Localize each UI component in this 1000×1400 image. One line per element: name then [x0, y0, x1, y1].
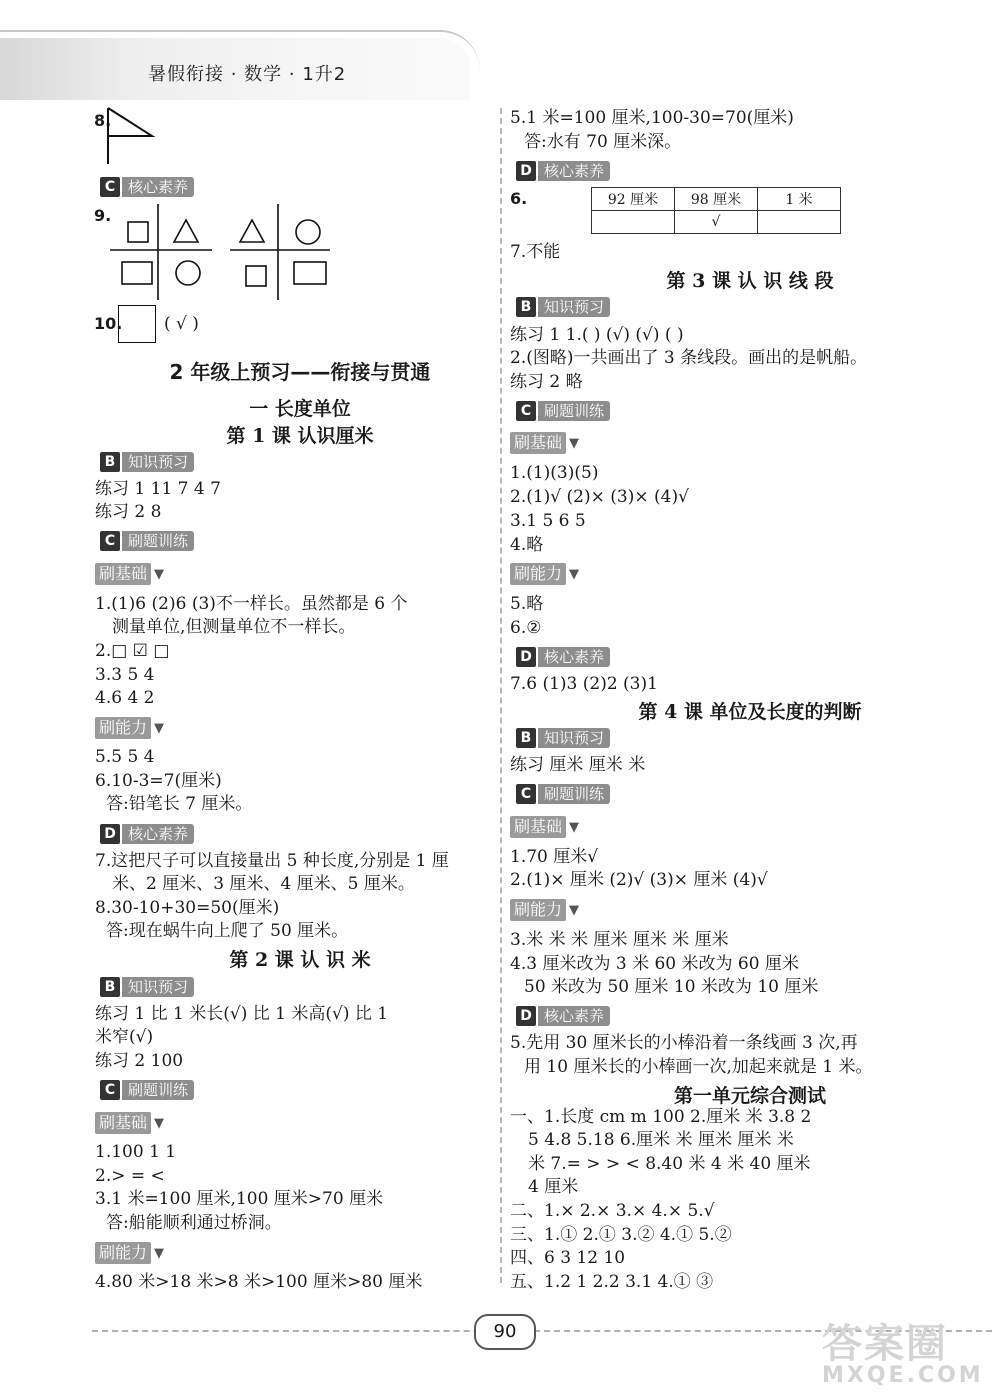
- shape-grid-figure: [108, 202, 332, 302]
- l1-core-7a: 7.这把尺子可以直接量出 5 种长度,分别是 1 厘: [95, 851, 449, 871]
- l1-core-7b: 米、2 厘米、3 厘米、4 厘米、5 厘米。: [112, 874, 415, 894]
- l1-basic-4: 4.6 4 2: [95, 688, 155, 708]
- l1-basic-1a: 1.(1)6 (2)6 (3)不一样长。虽然都是 6 个: [95, 594, 408, 614]
- q6-table: [591, 187, 841, 234]
- drill-ability-label-2: 刷能力 ▼: [95, 1242, 164, 1264]
- q6-mark-cell: [592, 211, 675, 234]
- l1-ability-6a: 6.10-3=7(厘米): [95, 771, 222, 791]
- l1-ability-5: 5.5 5 4: [95, 747, 155, 767]
- badge-core-literacy-d-r1: D 核心素养: [516, 160, 610, 182]
- l1-core-8b: 答:现在蜗牛向上爬了 50 厘米。: [106, 921, 349, 941]
- drill-basic-label: 刷基础 ▼: [95, 563, 164, 585]
- test-part-1c: 米 7.= > > < 8.40 米 4 米 40 厘米: [528, 1154, 811, 1174]
- drill-basic-label-r1: 刷基础 ▼: [510, 432, 579, 454]
- test-part-1b: 5 4.8 5.18 6.厘米 米 厘米 厘米 米: [528, 1130, 794, 1150]
- l1-core-8a: 8.30-10+30=50(厘米): [95, 898, 280, 918]
- lesson-3-title: 第 3 课 认 识 线 段: [666, 270, 834, 292]
- unit-test-title: 第一单元综合测试: [673, 1085, 826, 1107]
- column-divider: [500, 108, 502, 1283]
- square-figure: [118, 305, 156, 343]
- l3-basic-2: 2.(1)√ (2)× (3)× (4)√: [510, 487, 689, 507]
- l3-ability-6: 6.②: [510, 618, 542, 638]
- badge-drill-training-2: C 刷题训练: [100, 1079, 194, 1101]
- badge-knowledge-preview-2: B 知识预习: [100, 976, 194, 998]
- badge-core-literacy-c: C 核心素养: [100, 176, 194, 198]
- l2-basic-1: 1.100 1 1: [95, 1142, 177, 1162]
- drill-basic-label-r2: 刷基础 ▼: [510, 816, 579, 838]
- l3-basic-3: 3.1 5 6 5: [510, 511, 586, 531]
- l1-basic-1b: 测量单位,但测量单位不一样长。: [112, 617, 356, 637]
- test-part-5: 五、1.2 1 2.2 3.1 4.① ③: [510, 1272, 714, 1292]
- badge-drill-training: C 刷题训练: [100, 530, 194, 552]
- drill-ability-label: 刷能力 ▼: [95, 717, 164, 739]
- badge-knowledge-preview-r1: B 知识预习: [516, 296, 610, 318]
- l4-ability-4b: 50 米改为 50 厘米 10 米改为 10 厘米: [524, 977, 819, 997]
- lesson-1-title: 第 1 课 认识厘米: [226, 425, 374, 447]
- r-q5a: 5.1 米=100 厘米,100-30=70(厘米): [510, 108, 794, 128]
- test-part-1d: 4 厘米: [528, 1177, 579, 1197]
- l1-basic-2: 2.□ ☑ □: [95, 641, 170, 661]
- l3-practice-1: 练习 1 1.( ) (√) (√) ( ): [510, 325, 684, 345]
- drill-ability-label-r2: 刷能力 ▼: [510, 899, 579, 921]
- q6-mark-cell: √: [675, 211, 758, 234]
- badge-drill-training-r1: C 刷题训练: [516, 400, 610, 422]
- l4-basic-1: 1.70 厘米√: [510, 847, 599, 867]
- l4-core-5b: 用 10 厘米长的小棒画一次,加起来就是 1 米。: [524, 1057, 873, 1077]
- l2-practice-1b: 米窄(√): [95, 1027, 154, 1047]
- question-9-label: 9.: [94, 206, 112, 225]
- l3-basic-4: 4.略: [510, 535, 544, 555]
- unit-title: 一 长度单位: [249, 398, 351, 420]
- l2-ability-4: 4.80 米>18 米>8 米>100 厘米>80 厘米: [95, 1272, 423, 1292]
- l3-basic-1: 1.(1)(3)(5): [510, 463, 599, 483]
- q6-header-cell: 92 厘米: [592, 188, 675, 211]
- l3-core-7: 7.6 (1)3 (2)2 (3)1: [510, 674, 658, 694]
- l1-basic-3: 3.3 5 4: [95, 665, 155, 685]
- question-10-answer: ( √ ): [164, 314, 199, 334]
- watermark-logo: 答案圈 MXQE.COM: [822, 1321, 984, 1388]
- test-part-2: 二、1.× 2.× 3.× 4.× 5.√: [510, 1201, 715, 1221]
- l3-ability-5: 5.略: [510, 594, 544, 614]
- q6-mark-cell: [758, 211, 841, 234]
- l2-basic-3b: 答:船能顺利通过桥洞。: [106, 1213, 282, 1233]
- l4-practice: 练习 厘米 厘米 米: [510, 755, 646, 775]
- lesson-2-title: 第 2 课 认 识 米: [229, 949, 371, 971]
- flag-figure: [104, 106, 156, 166]
- badge-core-literacy-d-r3: D 核心素养: [516, 1005, 610, 1027]
- r-q5b: 答:水有 70 厘米深。: [524, 132, 682, 152]
- l4-core-5a: 5.先用 30 厘米长的小棒沿着一条线画 3 次,再: [510, 1033, 858, 1053]
- r-q6-label: 6.: [510, 189, 528, 208]
- question-10-label: 10.: [94, 314, 123, 333]
- l3-practice-1-q2: 2.(图略)一共画出了 3 条线段。画出的是帆船。: [510, 348, 868, 368]
- l2-practice-1a: 练习 1 比 1 米长(√) 比 1 米高(√) 比 1: [95, 1004, 389, 1024]
- l1-ability-6b: 答:铅笔长 7 厘米。: [106, 794, 253, 814]
- l4-ability-4a: 4.3 厘米改为 3 米 60 米改为 60 厘米: [510, 954, 799, 974]
- drill-ability-label-r1: 刷能力 ▼: [510, 563, 579, 585]
- test-part-4: 四、6 3 12 10: [510, 1248, 626, 1268]
- badge-drill-training-r2: C 刷题训练: [516, 783, 610, 805]
- page-header-title: 暑假衔接 · 数学 · 1升2: [148, 64, 347, 85]
- badge-knowledge-preview-r2: B 知识预习: [516, 727, 610, 749]
- badge-knowledge-preview: B 知识预习: [100, 451, 194, 473]
- r-q7: 7.不能: [510, 242, 561, 262]
- l2-basic-3a: 3.1 米=100 厘米,100 厘米>70 厘米: [95, 1189, 384, 1209]
- badge-core-literacy-d: D 核心素养: [100, 823, 194, 845]
- l2-practice-2: 练习 2 100: [95, 1051, 184, 1071]
- l4-basic-2: 2.(1)× 厘米 (2)√ (3)× 厘米 (4)√: [510, 870, 768, 890]
- lesson-4-title: 第 4 课 单位及长度的判断: [638, 701, 862, 723]
- question-8-label: 8.: [94, 111, 112, 130]
- page-number: 90: [474, 1314, 536, 1350]
- l1-practice-2: 练习 2 8: [95, 502, 162, 522]
- drill-basic-label-2: 刷基础 ▼: [95, 1112, 164, 1134]
- l1-practice-1: 练习 1 11 7 4 7: [95, 479, 221, 499]
- l4-ability-3: 3.米 米 米 厘米 厘米 米 厘米: [510, 930, 729, 950]
- test-part-1a: 一、1.长度 cm m 100 2.厘米 米 3.8 2: [510, 1107, 812, 1127]
- q6-header-cell: 98 厘米: [675, 188, 758, 211]
- l3-practice-2: 练习 2 略: [510, 372, 583, 392]
- test-part-3: 三、1.① 2.① 3.② 4.① 5.②: [510, 1225, 732, 1245]
- badge-core-literacy-d-r2: D 核心素养: [516, 646, 610, 668]
- section-title: 2 年级上预习——衔接与贯通: [169, 360, 431, 384]
- q6-header-cell: 1 米: [758, 188, 841, 211]
- l2-basic-2: 2.> = <: [95, 1166, 165, 1186]
